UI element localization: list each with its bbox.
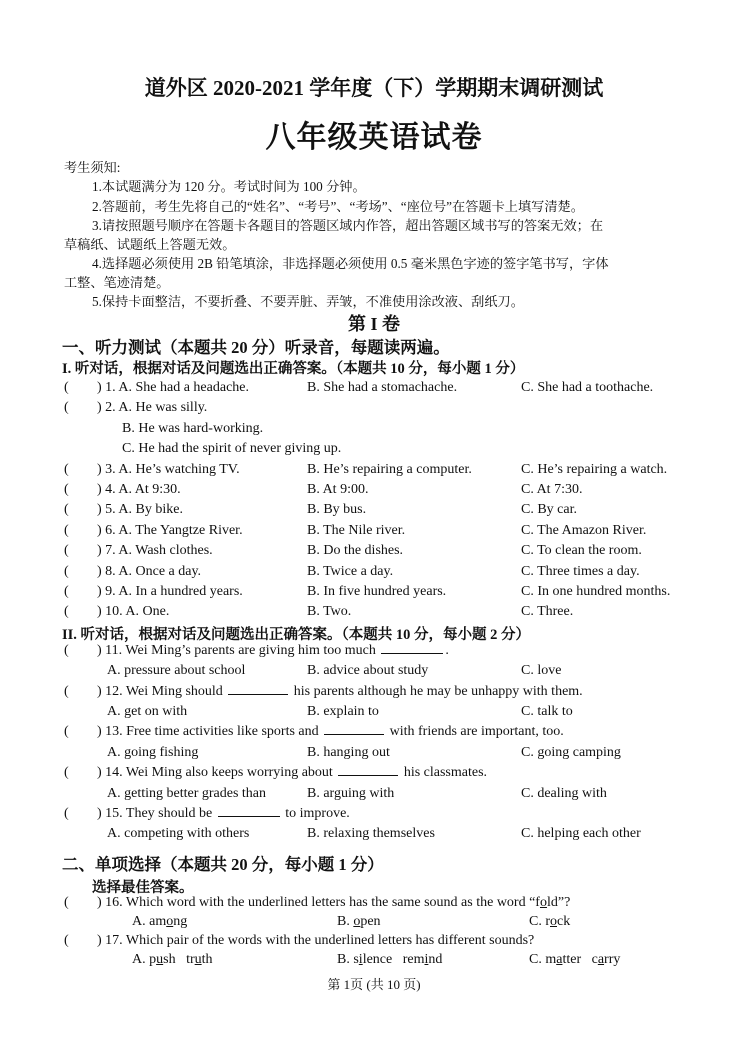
q4-option-a: ) 4. A. At 9:30. (97, 482, 181, 497)
q16-stem: ) 16. Which word with the underlined letters has the same sound as the word “fold”? (97, 895, 571, 910)
q6-option-c: C. The Amazon River. (521, 523, 647, 538)
q5-option-c: C. By car. (521, 502, 577, 517)
q1-option-c: C. She had a toothache. (521, 380, 654, 395)
q2-option-c: C. He had the spirit of never giving up. (122, 441, 342, 456)
notice-line-4a: 4.选择题必须使用 2B 铅笔填涂，非选择题必须使用 0.5 毫米黑色字迹的签字笔书写，字体 (92, 256, 609, 271)
q12-option-c: C. talk to (521, 704, 573, 719)
q8-option-c: C. Three times a day. (521, 564, 640, 579)
part1-heading: 一、听力测试（本题共 20 分）听录音，每题读两遍。 (62, 338, 450, 357)
q16-option-a: A. among (132, 914, 188, 929)
q4-option-b: B. At 9:00. (307, 482, 369, 497)
q11-stem: ) 11. Wei Ming’s parents are giving him too much . (97, 643, 449, 658)
notice-line-3b: 草稿纸、试题纸上答题无效。 (64, 237, 236, 252)
q8-option-a: ) 8. A. Once a day. (97, 564, 202, 579)
q17-option-b: B. silence remind (337, 952, 443, 967)
answer-paren[interactable]: ( (64, 523, 69, 538)
exam-title: 道外区 2020-2021 学年度（下）学期期末调研测试 (144, 76, 604, 100)
section-I-heading: I. 听对话，根据对话及问题选出正确答案。（本题共 10 分，每小题 1 分） (62, 361, 525, 377)
answer-paren[interactable]: ( (64, 643, 69, 658)
q13-option-b: B. hanging out (307, 745, 390, 760)
q11-option-c: C. love (521, 663, 562, 678)
q15-option-a: A. competing with others (107, 826, 250, 841)
q17-stem: ) 17. Which pair of the words with the underlined letters has different sounds? (97, 933, 535, 948)
q13-stem: ) 13. Free time activities like sports and with friends are important, too. (97, 724, 564, 739)
q9-option-c: C. In one hundred months. (521, 584, 671, 599)
q2-option-b: B. He was hard-working. (122, 421, 264, 436)
q1-option-a: ) 1. A. She had a headache. (97, 380, 249, 395)
notice-heading: 考生须知: (64, 160, 121, 175)
q3-option-c: C. He’s repairing a watch. (521, 462, 668, 477)
part2-instruction: 选择最佳答案。 (92, 880, 194, 896)
q11-option-b: B. advice about study (307, 663, 429, 678)
answer-paren[interactable]: ( (64, 502, 69, 517)
answer-paren[interactable]: ( (64, 806, 69, 821)
notice-line-4b: 工整、笔迹清楚。 (64, 275, 170, 290)
answer-paren[interactable]: ( (64, 604, 69, 619)
q10-option-b: B. Two. (307, 604, 352, 619)
q5-option-b: B. By bus. (307, 502, 367, 517)
q15-stem: ) 15. They should be to improve. (97, 806, 350, 821)
answer-paren[interactable]: ( (64, 895, 69, 910)
answer-paren[interactable]: ( (64, 564, 69, 579)
exam-subtitle: 八年级英语试卷 (265, 121, 483, 154)
answer-paren[interactable]: ( (64, 584, 69, 599)
q16-option-b: B. open (337, 914, 381, 929)
q10-option-a: ) 10. A. One. (97, 604, 170, 619)
part2-heading: 二、单项选择（本题共 20 分，每小题 1 分） (62, 855, 384, 874)
q3-option-b: B. He’s repairing a computer. (307, 462, 472, 477)
q3-option-a: ) 3. A. He’s watching TV. (97, 462, 240, 477)
answer-paren[interactable]: ( (64, 765, 69, 780)
answer-paren[interactable]: ( (64, 543, 69, 558)
q14-option-a: A. getting better grades than (107, 786, 267, 801)
q14-option-c: C. dealing with (521, 786, 607, 801)
answer-paren[interactable]: ( (64, 380, 69, 395)
q5-option-a: ) 5. A. By bike. (97, 502, 183, 517)
notice-line-5: 5.保持卡面整洁，不要折叠、不要弄脏、弄皱，不准使用涂改液、刮纸刀。 (92, 294, 524, 309)
q8-option-b: B. Twice a day. (307, 564, 394, 579)
answer-paren[interactable]: ( (64, 933, 69, 948)
page-footer: 第 1页 (共 10 页) (327, 977, 421, 992)
answer-paren[interactable]: ( (64, 724, 69, 739)
q12-option-a: A. get on with (107, 704, 188, 719)
q7-option-b: B. Do the dishes. (307, 543, 404, 558)
section-II-heading: II. 听对话，根据对话及问题选出正确答案。（本题共 10 分，每小题 2 分） (62, 627, 531, 643)
volume-heading: 第 I 卷 (347, 314, 400, 334)
answer-paren[interactable]: ( (64, 684, 69, 699)
q12-option-b: B. explain to (307, 704, 379, 719)
q13-option-c: C. going camping (521, 745, 621, 760)
q17-option-c: C. matter carry (529, 952, 621, 967)
q4-option-c: C. At 7:30. (521, 482, 583, 497)
q11-option-a: A. pressure about school (107, 663, 246, 678)
q15-option-b: B. relaxing themselves (307, 826, 435, 841)
q1-option-b: B. She had a stomachache. (307, 380, 458, 395)
q10-option-c: C. Three. (521, 604, 574, 619)
q6-option-b: B. The Nile river. (307, 523, 406, 538)
q17-option-a: A. push truth (132, 952, 213, 967)
notice-line-1: 1.本试题满分为 120 分。考试时间为 100 分钟。 (92, 179, 366, 194)
q9-option-b: B. In five hundred years. (307, 584, 447, 599)
q15-option-c: C. helping each other (521, 826, 641, 841)
answer-paren[interactable]: ( (64, 482, 69, 497)
q6-option-a: ) 6. A. The Yangtze River. (97, 523, 243, 538)
answer-paren[interactable]: ( (64, 462, 69, 477)
q2-option-a: ) 2. A. He was silly. (97, 400, 208, 415)
answer-paren[interactable]: ( (64, 400, 69, 415)
notice-line-2: 2.答题前，考生先将自己的“姓名”、“考号”、“考场”、“座位号”在答题卡上填写清楚。 (92, 199, 584, 214)
q7-option-c: C. To clean the room. (521, 543, 642, 558)
q12-stem: ) 12. Wei Ming should his parents although he may be unhappy with them. (97, 684, 583, 699)
q9-option-a: ) 9. A. In a hundred years. (97, 584, 243, 599)
q14-stem: ) 14. Wei Ming also keeps worrying about his classmates. (97, 765, 488, 780)
notice-line-3a: 3.请按照题号顺序在答题卡各题目的答题区域内作答，超出答题区域书写的答案无效；在 (92, 218, 604, 233)
q7-option-a: ) 7. A. Wash clothes. (97, 543, 213, 558)
q13-option-a: A. going fishing (107, 745, 199, 760)
q16-option-c: C. rock (529, 914, 571, 929)
q14-option-b: B. arguing with (307, 786, 395, 801)
